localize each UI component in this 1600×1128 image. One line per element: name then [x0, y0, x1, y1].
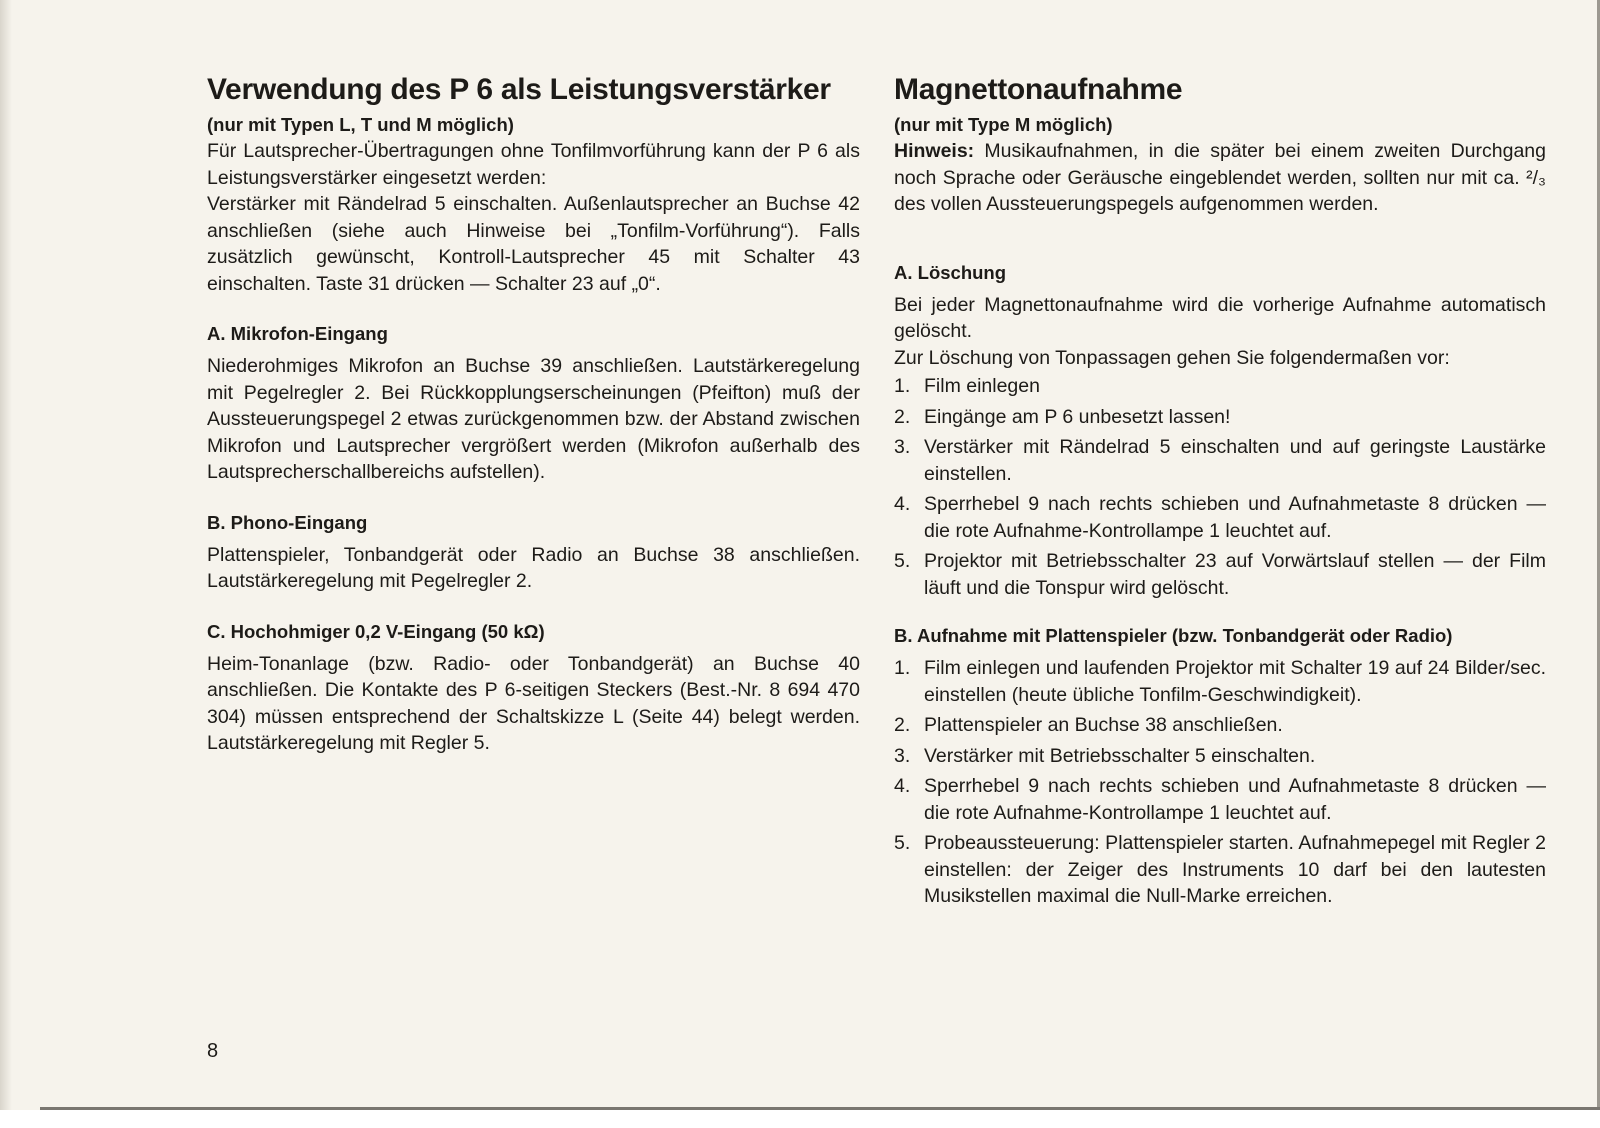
left-column: [207, 72, 860, 757]
list-item: [894, 434, 1546, 487]
section-text-phono: Plattenspieler, Tonbandgerät oder Radio an Buchse 38 anschließen. Lautstärkeregelung mit Pegelregler 2.: [207, 543, 860, 592]
step-text: Film einlegen und laufenden Projektor mit Schalter 19 auf 24 Bilder/sec. einstellen (heute übliche Tonfilm-Geschwindigkeit).: [924, 657, 1546, 706]
step-number: 4.: [894, 493, 911, 515]
section-heading-mikrofon: A. Mikrofon-Eingang: [207, 323, 388, 344]
hint-label: Hinweis:: [894, 140, 975, 162]
left-intro: Für Lautsprecher-Übertragungen ohne Tonfilmvorführung kann der P 6 als Leistungsverstärker eingesetzt werden:: [207, 140, 860, 189]
step-number: 5.: [894, 832, 911, 854]
step-number: 4.: [894, 775, 911, 797]
list-item: [894, 491, 1546, 544]
loeschung-text-1: Bei jeder Magnettonaufnahme wird die vorherige Aufnahme automatisch gelöscht.: [894, 293, 1546, 342]
step-number: 3.: [894, 436, 911, 458]
left-title: Verwendung des P 6 als Leistungsverstärker: [207, 73, 831, 106]
loeschung-steps: [894, 373, 1546, 601]
step-text: Eingänge am P 6 unbesetzt lassen!: [924, 405, 1231, 428]
section-text-hochohmig: Heim-Tonanlage (bzw. Radio- oder Tonbandgerät) an Buchse 40 anschließen. Die Kontakte des P 6-seitigen Steckers (Best.-Nr. 8 694 470 304) müssen entsprechend der Schaltskizze L (Seite 44) belegt werden. Lautstärkeregelung mit Regler 5.: [207, 652, 860, 754]
step-text: Plattenspieler an Buchse 38 anschließen.: [924, 714, 1283, 736]
step-text: Verstärker mit Rändelrad 5 einschalten und auf geringste Laustärke einstellen.: [924, 436, 1546, 485]
step-text: Sperrhebel 9 nach rechts schieben und Aufnahmetaste 8 drücken — die rote Aufnahme-Kontrollampe 1 leuchtet auf.: [924, 493, 1546, 542]
right-subtitle: (nur mit Type M möglich): [894, 114, 1113, 135]
page-binding-shadow: [0, 0, 12, 1128]
list-item: [894, 404, 1546, 431]
page-number: 8: [207, 1040, 219, 1062]
step-number: 2.: [894, 405, 911, 428]
step-text: Sperrhebel 9 nach rechts schieben und Aufnahmetaste 8 drücken — die rote Aufnahme-Kontrollampe 1 leuchtet auf.: [924, 775, 1546, 824]
list-item: [894, 373, 1546, 400]
step-text: Verstärker mit Betriebsschalter 5 einschalten.: [924, 744, 1316, 767]
step-text: Probeaussteuerung: Plattenspieler starten. Aufnahmepegel mit Regler 2 einstellen: der Zeiger des Instruments 10 darf bei den lautesten Musikstellen maximal die Null-Marke erreichen.: [924, 832, 1546, 907]
list-item: [894, 773, 1546, 826]
step-text: Projektor mit Betriebsschalter 23 auf Vorwärtslauf stellen — der Film läuft und die Tonspur wird gelöscht.: [924, 550, 1546, 599]
list-item: [894, 743, 1546, 770]
section-text-mikrofon: Niederohmiges Mikrofon an Buchse 39 anschließen. Lautstärkeregelung mit Pegelregler 2. Bei Rückkopplungserscheinungen (Pfeifton) muß der Aussteuerungspegel 2 etwas zurückgenommen bzw. der Abstand zwischen Mikrofon und Lautsprecher vergrößert werden (Mikrofon außerhalb des Lautsprecherschallbereichs aufstellen).: [207, 355, 860, 483]
list-item: [894, 830, 1546, 910]
step-number: 1.: [894, 375, 911, 397]
right-column: [894, 72, 1546, 914]
list-item: [894, 548, 1546, 601]
step-number: 1.: [894, 657, 911, 679]
step-number: 5.: [894, 550, 911, 572]
hint-paragraph: [894, 138, 1546, 218]
section-heading-aufnahme: B. Aufnahme mit Plattenspieler (bzw. Tonbandgerät oder Radio): [894, 625, 1453, 646]
left-subtitle: (nur mit Typen L, T und M möglich): [207, 114, 514, 135]
loeschung-text-2: Zur Löschung von Tonpassagen gehen Sie folgendermaßen vor:: [894, 346, 1450, 369]
scan-margin: [0, 1110, 1600, 1128]
section-heading-phono: B. Phono-Eingang: [207, 511, 368, 533]
list-item: [894, 655, 1546, 708]
step-number: 2.: [894, 714, 911, 736]
section-heading-loeschung: A. Löschung: [894, 261, 1007, 283]
section-heading-hochohmig: C. Hochohmiger 0,2 V-Eingang (50 kΩ): [207, 620, 545, 642]
step-text: Film einlegen: [924, 375, 1040, 397]
hint-text: Musikaufnahmen, in die später bei einem zweiten Durchgang noch Sprache oder Geräusche eingeblendet werden, sollten nur mit ca. ²/₃ des vollen Aussteuerungspegels aufgenommen werden.: [894, 140, 1546, 215]
left-intro-instructions: Verstärker mit Rändelrad 5 einschalten. Außenlautsprecher an Buchse 42 anschließen (siehe auch Hinweise bei „Tonfilm-Vorführung“). Falls zusätzlich gewünscht, Kontroll-Lautsprecher 45 mit Schalter 43 einschalten. Taste 31 drücken — Schalter 23 auf „0“.: [207, 193, 860, 295]
list-item: [894, 712, 1546, 739]
aufnahme-steps: [894, 655, 1546, 910]
right-title: Magnettonaufnahme: [894, 73, 1183, 106]
step-number: 3.: [894, 744, 911, 767]
